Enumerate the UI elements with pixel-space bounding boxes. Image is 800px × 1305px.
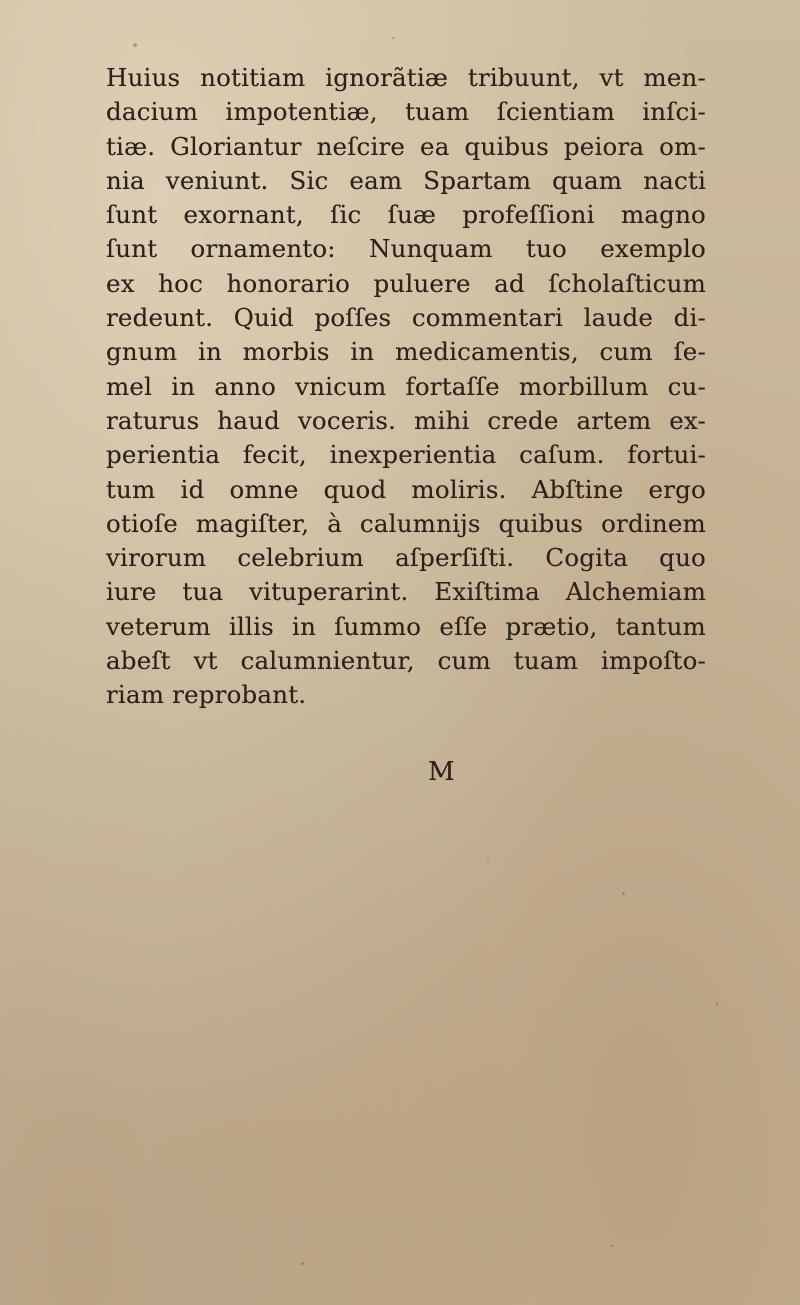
text-line: abeſt vt calumnientur, cum tuam impoſto- bbox=[106, 646, 706, 676]
paper-speck bbox=[622, 892, 625, 895]
text-line: gnum in morbis in medicamentis, cum ſe- bbox=[106, 337, 706, 367]
paper-speck bbox=[392, 37, 395, 39]
text-line: mel in anno vnicum fortaſſe morbillum cu- bbox=[106, 371, 706, 401]
paper-speck bbox=[610, 1245, 613, 1247]
text-line: ſunt ornamento: Nunquam tuo exemplo bbox=[106, 234, 706, 264]
text-line: veterum illis in ſummo eſſe prætio, tantum bbox=[106, 611, 706, 641]
text-line: tiæ. Gloriantur neſcire ea quibus peiora om- bbox=[106, 131, 706, 161]
paper-speck bbox=[716, 1002, 718, 1005]
text-line: raturus haud voceris. mihi crede artem ex- bbox=[106, 405, 706, 435]
body-text bbox=[106, 61, 706, 713]
catchword: M bbox=[428, 757, 455, 787]
text-line: ex hoc honorario puluere ad ſcholaſticum bbox=[106, 268, 706, 298]
text-line-last: riam reprobant. bbox=[106, 680, 307, 710]
text-line: perientia fecit, inexperientia caſum. fortui- bbox=[106, 440, 706, 470]
text-line: dacium impotentiæ, tuam ſcientiam inſci- bbox=[106, 97, 706, 127]
paper-speck bbox=[301, 1262, 304, 1265]
text-line: otioſe magiſter, à calumnijs quibus ordinem bbox=[106, 508, 706, 538]
text-line: nia veniunt. Sic eam Spartam quam nacti bbox=[106, 165, 706, 195]
text-line: ſunt exornant, ſic ſuæ profeſſioni magno bbox=[106, 200, 706, 230]
text-line: iure tua vituperarint. Exiſtima Alchemiam bbox=[106, 577, 706, 607]
text-line: redeunt. Quid poſſes commentari laude di- bbox=[106, 303, 706, 333]
paper-speck bbox=[487, 858, 489, 860]
text-line: tum id omne quod moliris. Abſtine ergo bbox=[106, 474, 706, 504]
paper-speck bbox=[133, 43, 137, 47]
text-line: Huius notitiam ignorãtiæ tribuunt, vt men- bbox=[106, 63, 706, 92]
text-line: virorum celebrium aſperſiſti. Cogita quo bbox=[106, 543, 706, 573]
